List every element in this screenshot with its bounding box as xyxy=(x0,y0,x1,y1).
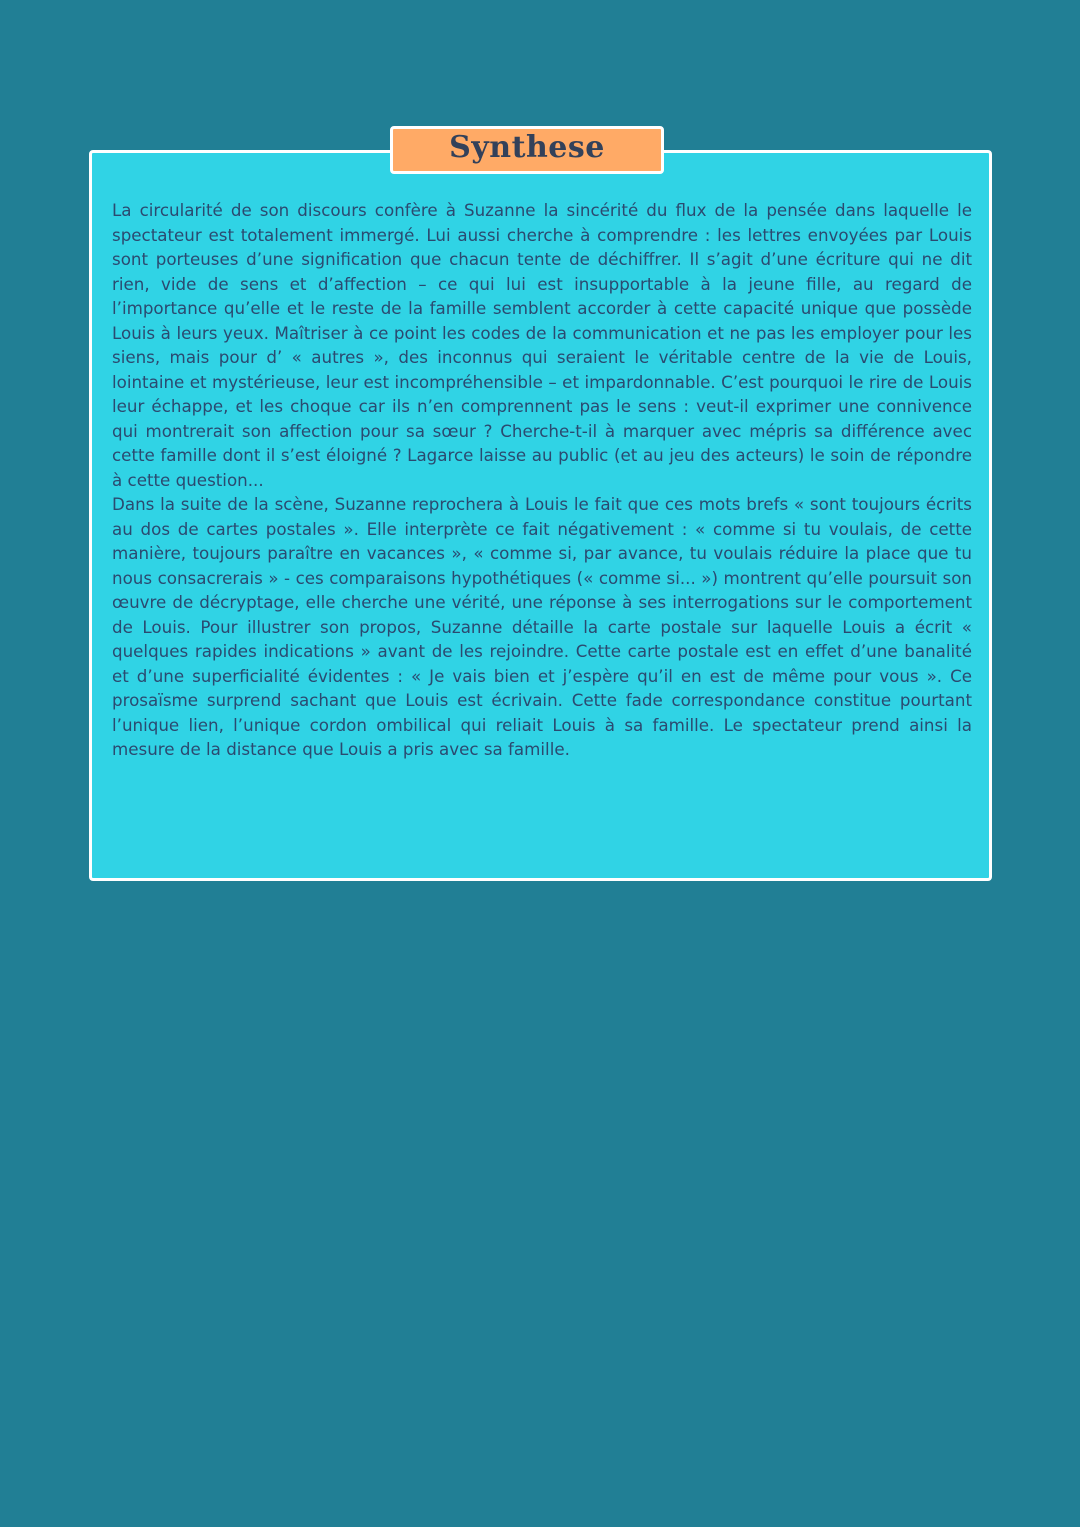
synthese-paragraph-1: La circularité de son discours confère à Suzanne la sincérité du flux de la pensée dans laquelle le spectateur est totalement immergé. Lui aussi cherche à comprendre : les lettres envoyées par Louis sont porteuses d’une signification que chacun tente de déchiffrer. Il s’agit d’une écriture qui ne dit rien, vide de sens et d’affection – ce qui lui est insupportable à la jeune fille, au regard de l’importance qu’elle et le reste de la famille semblent accorder à cette capacité unique que possède Louis à leurs yeux. Maîtriser à ce point les codes de la communication et ne pas les employer pour les siens, mais pour d’ « autres », des inconnus qui seraient le véritable centre de la vie de Louis, lointaine et mystérieuse, leur est incompréhensible – et impardonnable. C’est pourquoi le rire de Louis leur échappe, et les choque car ils n’en comprennent pas le sens : veut-il exprimer une connivence qui montrerait son affection pour sa sœur ? Cherche-t-il à marquer avec mépris sa différence avec cette famille dont il s’est éloigné ? Lagarce laisse au public (et au jeu des acteurs) le soin de répondre à cette question... xyxy=(112,200,972,490)
synthese-body xyxy=(112,198,972,762)
synthese-box xyxy=(89,150,992,881)
synthese-title-tab xyxy=(390,126,664,174)
synthese-title: Synthese xyxy=(449,130,605,165)
synthese-paragraph-2: Dans la suite de la scène, Suzanne reprochera à Louis le fait que ces mots brefs « sont toujours écrits au dos de cartes postales ». Elle interprète ce fait négativement : « comme si tu voulais, de cette manière, toujours paraître en vacances », « comme si, par avance, tu voulais réduire la place que tu nous consacrerais » - ces comparaisons hypothétiques (« comme si... ») montrent qu’elle poursuit son œuvre de décryptage, elle cherche une vérité, une réponse à ses interrogations sur le comportement de Louis. Pour illustrer son propos, Suzanne détaille la carte postale sur laquelle Louis a écrit « quelques rapides indications » avant de les rejoindre. Cette carte postale est en effet d’une banalité et d’une superficialité évidentes : « Je vais bien et j’espère qu’il en est de même pour vous ». Ce prosaïsme surprend sachant que Louis est écrivain. Cette fade correspondance constitue pourtant l’unique lien, l’unique cordon ombilical qui reliait Louis à sa famille. Le spectateur prend ainsi la mesure de la distance que Louis a pris avec sa famille. xyxy=(112,494,972,759)
